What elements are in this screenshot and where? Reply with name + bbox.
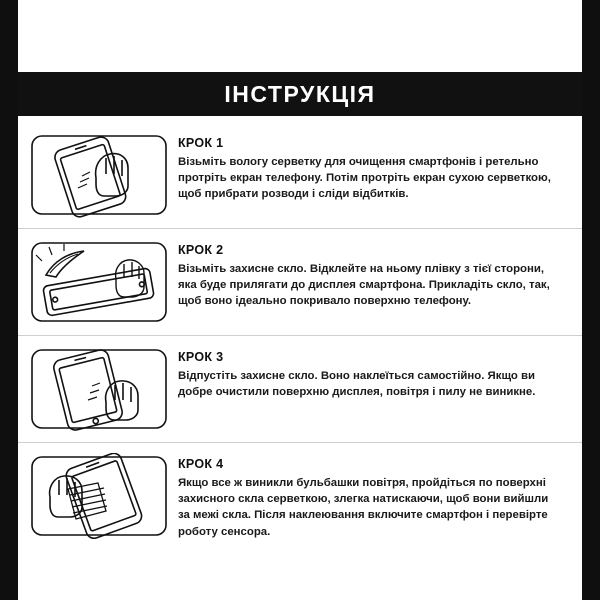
step-text-block bbox=[178, 453, 564, 540]
step-item bbox=[18, 336, 582, 443]
step-item bbox=[18, 122, 582, 229]
step-text-block bbox=[178, 132, 564, 203]
left-black-border bbox=[0, 0, 18, 600]
hand-releasing-glass-icon bbox=[28, 346, 170, 432]
page-content bbox=[18, 0, 582, 600]
step-label: КРОК 3 bbox=[178, 350, 224, 364]
step-description: Візьміть захисне скло. Відклейте на ньому плівку з тієї сторони, яка буде прилягати до дисплея смартфона. Прикладіть скло, так, щоб воно ідеально покривало поверхню телефону. bbox=[178, 263, 550, 308]
step-item bbox=[18, 229, 582, 336]
step-description: Якщо все ж виникли бульбашки повітря, пройдіться по поверхні захисного скла серветкою, злегка натискаючи, щоб вони вийшли за межі скла. Після наклеювання включите смартфон і перевірте роботу сенсора. bbox=[178, 477, 549, 538]
wiping-bubbles-icon bbox=[28, 453, 170, 539]
step-label: КРОК 1 bbox=[178, 136, 224, 150]
step-text-block bbox=[178, 346, 564, 400]
peeling-film-icon bbox=[28, 239, 170, 325]
step-description: Візьміть вологу серветку для очищення смартфонів і ретельно протріть екран телефону. Потім протріть екран сухою серветкою, щоб прибрати розводи і сліди відбитків. bbox=[178, 156, 551, 201]
step-label: КРОК 4 bbox=[178, 457, 224, 471]
steps-list bbox=[18, 116, 582, 600]
title-banner bbox=[18, 72, 582, 116]
step-label: КРОК 2 bbox=[178, 243, 224, 257]
phone-with-wipe-icon bbox=[28, 132, 170, 218]
page-title: ІНСТРУКЦІЯ bbox=[224, 80, 376, 107]
step-text-block bbox=[178, 239, 564, 310]
right-black-border bbox=[582, 0, 600, 600]
step-description: Відпустіть захисне скло. Воно наклеїться самостійно. Якщо ви добре очистили поверхню дисплея, повітря і пилу не виникне. bbox=[178, 370, 536, 399]
step-item bbox=[18, 443, 582, 550]
